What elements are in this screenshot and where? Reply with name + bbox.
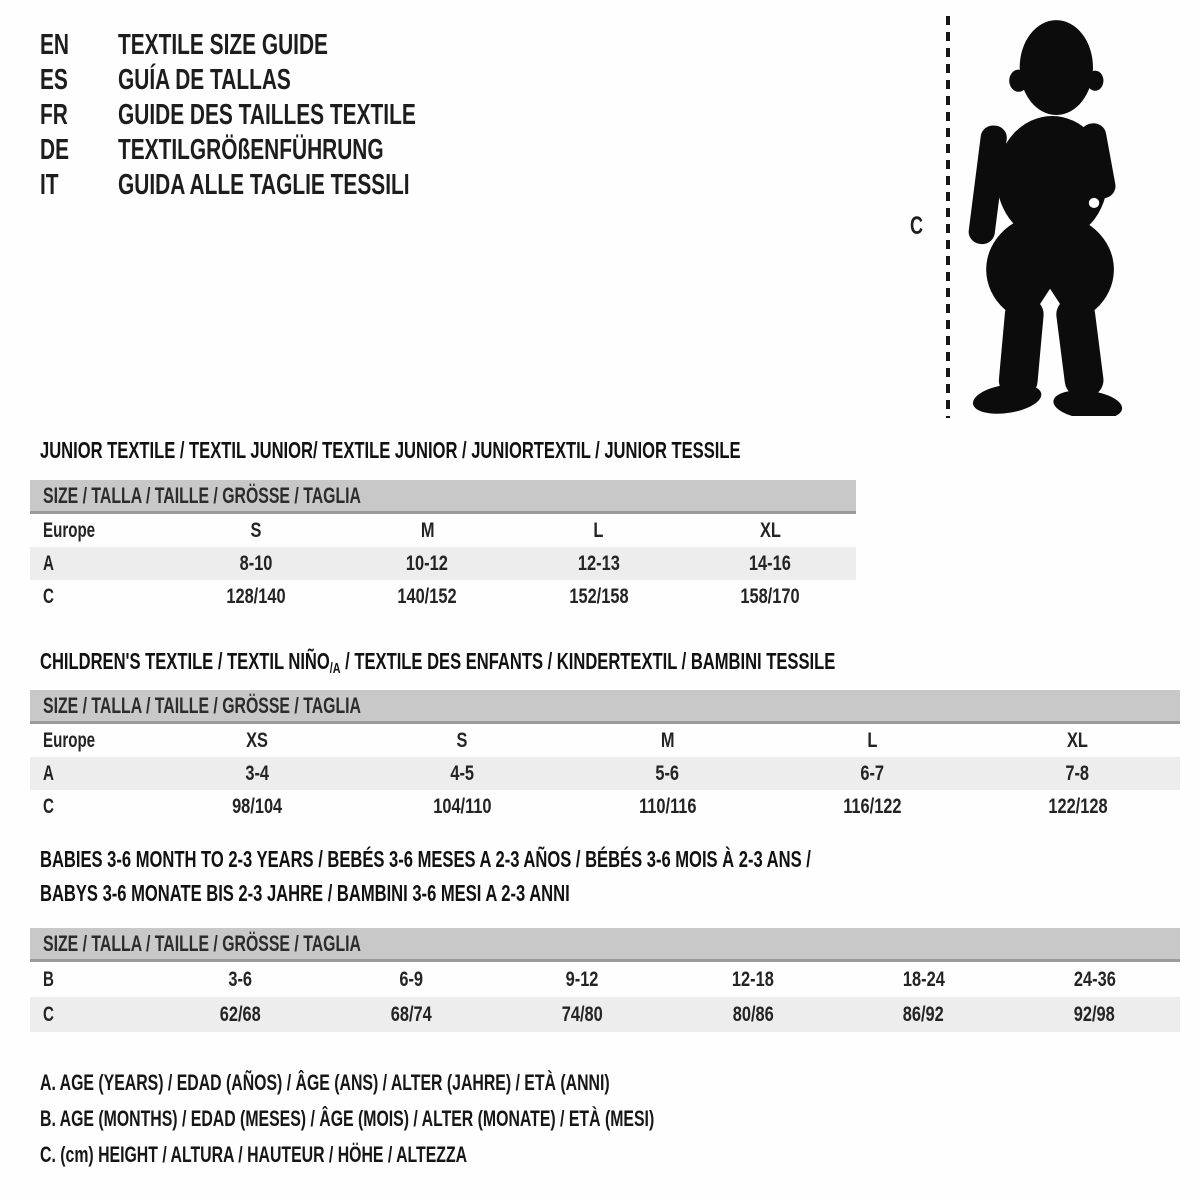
- table-row-c: [30, 997, 1180, 1032]
- language-row-it: [40, 168, 532, 203]
- babies-section-heading-line2: BABYS 3-6 MONATE BIS 2-3 JAHRE / BAMBINI 3-6 MESI A 2-3 ANNI: [40, 880, 570, 906]
- cell-value: 104/110: [433, 794, 492, 818]
- row-label: C: [43, 794, 54, 818]
- cell-value: 5-6: [655, 761, 680, 785]
- table-row-b: [30, 962, 1180, 997]
- cell-value: 62/68: [219, 1002, 261, 1026]
- cell-value: 128/140: [226, 584, 286, 608]
- cell-value: M: [420, 518, 435, 542]
- cell-value: XS: [246, 728, 269, 752]
- cell-value: 3-4: [245, 761, 270, 785]
- language-row-es: [40, 63, 532, 98]
- language-code: EN: [40, 29, 70, 61]
- cell-value: L: [867, 728, 878, 752]
- cell-value: 152/158: [569, 584, 629, 608]
- cell-value: L: [593, 518, 604, 542]
- cell-value: XL: [1067, 728, 1088, 752]
- children-table: [30, 690, 1180, 823]
- cell-value: 10-12: [406, 551, 449, 575]
- junior-table: [30, 480, 856, 613]
- children-section-heading: CHILDREN'S TEXTILE / TEXTIL $NIÑO_{/A}$ / TEXTILE DES ENFANTS / KINDERTEXTIL / BAMBINI TESSILE: [40, 648, 836, 677]
- language-code: FR: [40, 99, 68, 131]
- language-label: GUÍA DE TALLAS: [118, 64, 291, 96]
- cell-value: 14-16: [749, 551, 792, 575]
- language-row-fr: [40, 98, 532, 133]
- cell-value: 80/86: [732, 1002, 774, 1026]
- cell-value: 110/116: [638, 794, 697, 818]
- cell-value: 9-12: [565, 967, 599, 991]
- language-list: [40, 28, 532, 203]
- junior-section-heading: JUNIOR TEXTILE / TEXTIL JUNIOR/ TEXTILE JUNIOR / JUNIORTEXTIL / JUNIOR TESSILE: [40, 437, 741, 463]
- language-label: TEXTILE SIZE GUIDE: [118, 29, 328, 61]
- cell-value: 12-13: [577, 551, 620, 575]
- cell-value: 68/74: [390, 1002, 432, 1026]
- table-row-europe: [30, 724, 1180, 757]
- row-label: A: [43, 551, 54, 575]
- legend-line-a: A. AGE (YEARS) / EDAD (AÑOS) / ÂGE (ANS) / ALTER (JAHRE) / ETÀ (ANNI): [40, 1070, 610, 1095]
- table-row-a: [30, 547, 856, 580]
- cell-value: XL: [759, 518, 781, 542]
- language-code: ES: [40, 64, 68, 96]
- measure-label-c: C: [910, 212, 924, 240]
- table-row-europe: [30, 514, 856, 547]
- cell-value: 116/122: [843, 794, 902, 818]
- cell-value: 7-8: [1065, 761, 1090, 785]
- language-label: GUIDE DES TAILLES TEXTILE: [118, 99, 416, 131]
- row-label: Europe: [43, 728, 96, 752]
- legend-line-b: B. AGE (MONTHS) / EDAD (MESES) / ÂGE (MOIS) / ALTER (MONATE) / ETÀ (MESI): [40, 1106, 655, 1131]
- row-label: C: [43, 1002, 54, 1026]
- cell-value: 6-9: [399, 967, 424, 991]
- language-label: TEXTILGRÖßENFÜHRUNG: [118, 134, 384, 166]
- legend-line-c: C. (cm) HEIGHT / ALTURA / HAUTEUR / HÖHE / ALTEZZA: [40, 1142, 468, 1167]
- language-row-de: [40, 133, 532, 168]
- cell-value: 6-7: [860, 761, 885, 785]
- cell-value: 92/98: [1074, 1002, 1116, 1026]
- language-label: GUIDA ALLE TAGLIE TESSILI: [118, 169, 410, 201]
- cell-value: 140/152: [397, 584, 457, 608]
- babies-size-header: SIZE / TALLA / TAILLE / GRÖSSE / TAGLIA: [30, 928, 1180, 962]
- language-code: DE: [40, 134, 70, 166]
- row-label: C: [43, 584, 54, 608]
- heading-subscript: /A: [329, 660, 341, 677]
- row-label: A: [43, 761, 54, 785]
- cell-value: 74/80: [561, 1002, 603, 1026]
- table-row-c: [30, 580, 856, 613]
- cell-value: S: [457, 728, 468, 752]
- row-label: Europe: [43, 518, 96, 542]
- cell-value: 4-5: [450, 761, 475, 785]
- cell-value: M: [660, 728, 675, 752]
- cell-value: 158/170: [740, 584, 800, 608]
- cell-value: 24-36: [1073, 967, 1116, 991]
- cell-value: 3-6: [228, 967, 253, 991]
- cell-value: 86/92: [903, 1002, 945, 1026]
- language-row-en: [40, 28, 532, 63]
- table-row-c: [30, 790, 1180, 823]
- cell-value: 122/128: [1047, 794, 1108, 818]
- cell-value: 8-10: [239, 551, 273, 575]
- junior-size-header: SIZE / TALLA / TAILLE / GRÖSSE / TAGLIA: [30, 480, 856, 514]
- cell-value: 12-18: [731, 967, 774, 991]
- babies-section-heading-line1: BABIES 3-6 MONTH TO 2-3 YEARS / BEBÉS 3-6 MESES A 2-3 AÑOS / BÉBÉS 3-6 MOIS À 2-3 ANS /: [40, 846, 811, 872]
- row-label: B: [43, 967, 54, 991]
- children-size-header: SIZE / TALLA / TAILLE / GRÖSSE / TAGLIA: [30, 690, 1180, 724]
- table-row-a: [30, 757, 1180, 790]
- language-code: IT: [40, 169, 59, 201]
- cell-value: 98/104: [232, 794, 283, 818]
- cell-value: 18-24: [902, 967, 945, 991]
- babies-table: [30, 928, 1180, 1032]
- cell-value: S: [250, 518, 262, 542]
- toddler-silhouette-icon: [960, 12, 1138, 416]
- height-measure-dashed-line: [946, 16, 950, 418]
